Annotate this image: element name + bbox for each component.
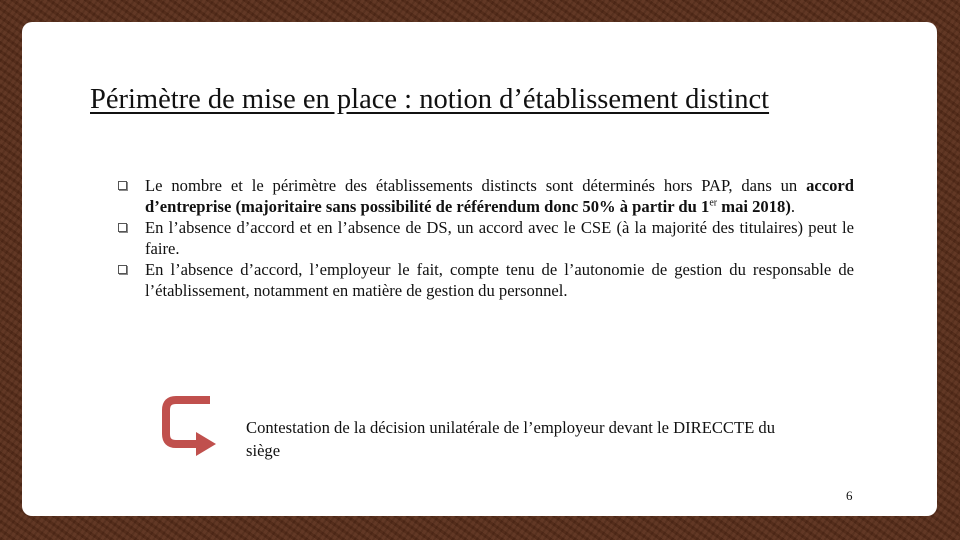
bullet-bold-text: accord d’entreprise (majoritaire sans possibilité de référendum donc 50% à partir du 1 (145, 176, 854, 216)
bullet-text: En l’absence d’accord et en l’absence de DS, un accord avec le CSE (à la majorité des titulaires) peut le faire. (145, 218, 854, 258)
bullet-bold-text: mai 2018) (717, 197, 791, 216)
curved-arrow-icon (160, 392, 218, 462)
bullet-text: Le nombre et le périmètre des établissements distincts sont déterminés hors PAP, dans un (145, 176, 807, 195)
checkbox-bullet-icon (118, 265, 127, 274)
bullet-text: . (790, 197, 796, 216)
page-number: 6 (846, 488, 853, 503)
checkbox-bullet-icon (118, 223, 127, 232)
slide-title: Périmètre de mise en place : notion d’établissement distinct (90, 84, 770, 115)
checkbox-bullet-icon (118, 181, 127, 190)
bullet-text: En l’absence d’accord, l’employeur le fait, compte tenu de l’autonomie de gestion du responsable de l’établissement, notamment en matière de gestion du personnel. (145, 260, 854, 300)
bullet-list (118, 175, 854, 301)
list-item (118, 175, 854, 217)
list-item (118, 259, 854, 301)
bullet-superscript: er (709, 197, 718, 209)
slide (22, 22, 937, 516)
list-item (118, 217, 854, 259)
contestation-note: Contestation de la décision unilatérale de l’employeur devant le DIRECCTE du siège (246, 418, 776, 460)
